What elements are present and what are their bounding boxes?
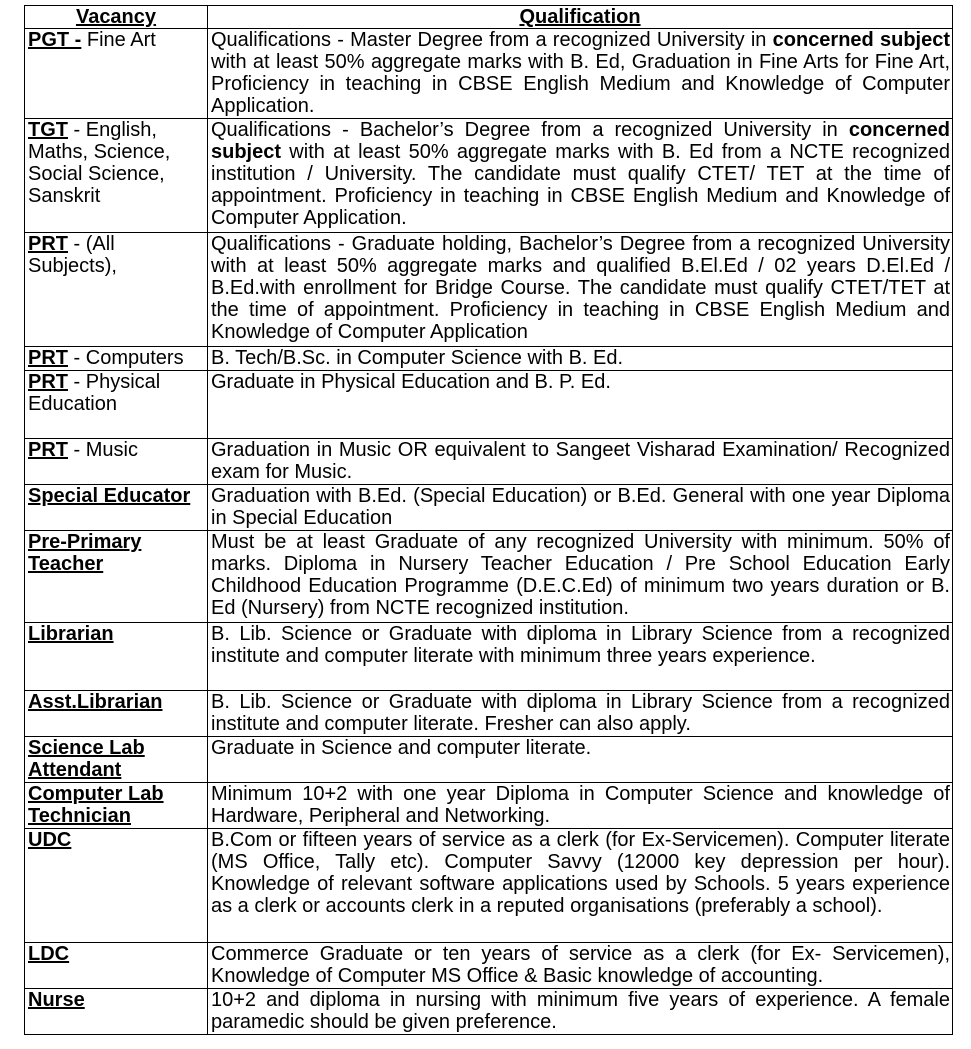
vacancy-code: Asst.Librarian [28, 691, 163, 713]
table-row [25, 347, 953, 371]
table-row [25, 623, 953, 691]
vacancy-cell [25, 783, 208, 829]
vacancy-cell [25, 691, 208, 737]
vacancy-cell [25, 943, 208, 989]
qualification-text: Graduate in Physical Education and B. P. Ed. [211, 371, 611, 393]
vacancy-code: LDC [28, 943, 70, 965]
vacancy-cell [25, 829, 208, 943]
vacancy-cell [25, 439, 208, 485]
qualification-cell [208, 691, 953, 737]
vacancy-subject: - Computers [68, 347, 184, 369]
qualification-text: Graduate in Science and computer literate. [211, 737, 592, 759]
qualification-text: B. Tech/B.Sc. in Computer Science with B. Ed. [211, 347, 624, 369]
qualification-text: Qualifications - Master Degree from a recognized University in [211, 29, 773, 51]
vacancy-code: Librarian [28, 623, 114, 645]
qualification-cell [208, 371, 953, 439]
qualification-text: Commerce Graduate or ten years of service as a clerk (for Ex- Servicemen), Knowledge of Computer MS Office & Basic knowledge of accounting. [211, 943, 950, 987]
vacancy-header: Vacancy [25, 6, 208, 29]
table-row [25, 989, 953, 1035]
vacancy-table-container [24, 5, 952, 1035]
table-row [25, 485, 953, 531]
table-body [25, 29, 953, 1035]
qualification-cell [208, 233, 953, 347]
vacancy-cell [25, 485, 208, 531]
table-row [25, 119, 953, 233]
vacancy-code: Nurse [28, 989, 85, 1011]
qualification-cell [208, 29, 953, 119]
qualification-cell [208, 623, 953, 691]
vacancy-table [24, 5, 953, 1035]
qualification-text: Must be at least Graduate of any recognized University with minimum. 50% of marks. Diploma in Nursery Teacher Education / Pre School Education Early Childhood Education Programme (D.E.C.Ed) of minimum two years duration or B. Ed (Nursery) from NCTE recognized institution. [211, 531, 950, 619]
vacancy-cell [25, 29, 208, 119]
table-row [25, 371, 953, 439]
qualification-text: Graduation in Music OR equivalent to Sangeet Visharad Examination/ Recognized exam for Music. [211, 439, 950, 483]
table-header-row [25, 6, 953, 29]
qualification-cell [208, 829, 953, 943]
qualification-cell [208, 531, 953, 623]
vacancy-subject: - Music [68, 439, 138, 461]
qualification-cell [208, 943, 953, 989]
qualification-text: with at least 50% aggregate marks with B. Ed, Graduation in Fine Arts for Fine Art, Proficiency in teaching in CBSE English Medium and Knowledge of Computer Application. [211, 51, 950, 117]
qualification-text: Qualifications - Bachelor’s Degree from a recognized University in [211, 119, 849, 141]
qualification-text: with at least 50% aggregate marks with B. Ed from a NCTE recognized institution / University. The candidate must qualify CTET/ TET at the time of appointment. Proficiency in teaching in CBSE English Medium and Knowledge of Computer Application. [211, 141, 950, 229]
vacancy-code: Special Educator [28, 485, 191, 507]
qualification-text: 10+2 and diploma in nursing with minimum five years of experience. A female paramedic should be given preference. [211, 989, 950, 1033]
vacancy-cell [25, 737, 208, 783]
qualification-text: Qualifications - Graduate holding, Bachelor’s Degree from a recognized University with at least 50% aggregate marks and qualified B.El.Ed / 02 years D.El.Ed / B.Ed.with enrollment for Bridge Course. The candidate must qualify CTET/TET at the time of appointment. Proficiency in teaching in CBSE English Medium and Knowledge of Computer Application [211, 233, 950, 343]
vacancy-code: PRT [28, 233, 68, 255]
qualification-text: B. Lib. Science or Graduate with diploma in Library Science from a recognized institute and computer literate. Fresher can also apply. [211, 691, 950, 735]
qualification-emphasis: concerned subject [211, 119, 950, 163]
qualification-cell [208, 737, 953, 783]
table-row [25, 737, 953, 783]
table-row [25, 943, 953, 989]
qualification-cell [208, 485, 953, 531]
table-row [25, 29, 953, 119]
qualification-header: Qualification [208, 6, 953, 29]
vacancy-code: Science Lab Attendant [28, 737, 145, 781]
vacancy-code: Pre-Primary Teacher [28, 531, 142, 575]
qualification-text: Minimum 10+2 with one year Diploma in Computer Science and knowledge of Hardware, Peripheral and Networking. [211, 783, 950, 827]
vacancy-cell [25, 623, 208, 691]
qualification-cell [208, 439, 953, 485]
vacancy-code: PRT [28, 347, 68, 369]
vacancy-subject: - (All Subjects), [28, 233, 117, 277]
vacancy-cell [25, 119, 208, 233]
vacancy-code: UDC [28, 829, 72, 851]
table-row [25, 691, 953, 737]
vacancy-cell [25, 531, 208, 623]
qualification-cell [208, 989, 953, 1035]
qualification-text: Graduation with B.Ed. (Special Education) or B.Ed. General with one year Diploma in Special Education [211, 485, 950, 529]
vacancy-code: PRT [28, 371, 68, 393]
qualification-cell [208, 119, 953, 233]
qualification-cell [208, 783, 953, 829]
vacancy-cell [25, 989, 208, 1035]
vacancy-code: PGT - [28, 29, 82, 51]
table-row [25, 531, 953, 623]
vacancy-cell [25, 347, 208, 371]
vacancy-code: PRT [28, 439, 68, 461]
qualification-text: B. Lib. Science or Graduate with diploma in Library Science from a recognized institute and computer literate with minimum three years experience. [211, 623, 950, 667]
table-row [25, 439, 953, 485]
table-row [25, 783, 953, 829]
vacancy-cell [25, 233, 208, 347]
qualification-text: B.Com or fifteen years of service as a clerk (for Ex-Servicemen). Computer literate (MS Office, Tally etc). Computer Savvy (12000 key depression per hour). Knowledge of relevant software applications used by Schools. 5 years experience as a clerk or accounts clerk in a reputed organisations (preferably a school). [211, 829, 950, 917]
table-row [25, 233, 953, 347]
vacancy-code: Computer Lab Technician [28, 783, 164, 827]
vacancy-subject: - English, Maths, Science, Social Science, Sanskrit [28, 119, 171, 207]
vacancy-code: TGT [28, 119, 68, 141]
vacancy-cell [25, 371, 208, 439]
vacancy-subject: Fine Art [81, 29, 156, 51]
qualification-cell [208, 347, 953, 371]
qualification-emphasis: concerned subject [772, 29, 950, 51]
vacancy-subject: - Physical Education [28, 371, 161, 415]
table-row [25, 829, 953, 943]
